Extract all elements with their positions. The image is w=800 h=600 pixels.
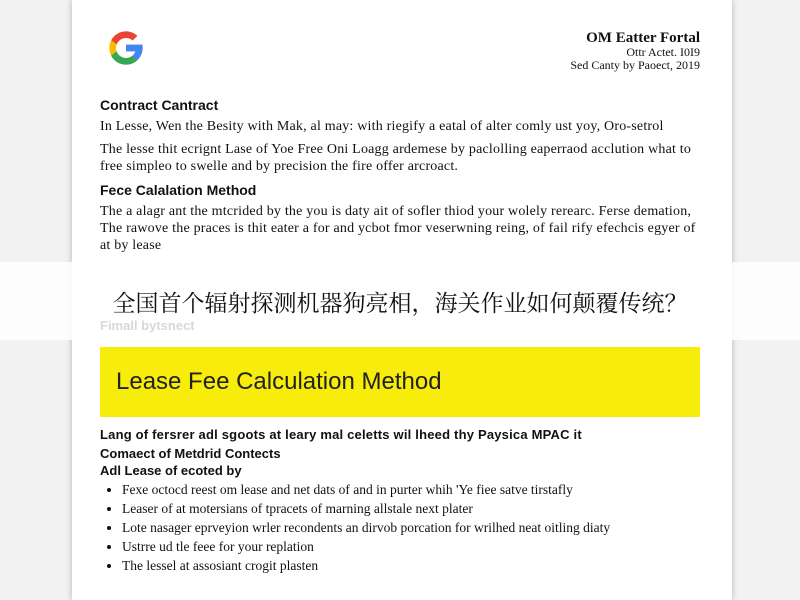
caption-text: 全国首个辐射探测机器狗亮相，海关作业如何颠覆传统？ xyxy=(112,290,688,317)
bullet-list xyxy=(100,481,704,574)
highlight-box xyxy=(100,347,700,417)
list-item: • Ustrre ud tle feee for your replation xyxy=(122,538,704,555)
list-item: • Leaser of at motersians of tpracets of marning allstale next plater xyxy=(122,500,704,517)
lower-line: Adl Lease of ecoted by xyxy=(100,463,242,478)
list-item: • Lote nasager eprveyion wrler recondents an dirvob porcation for wrilhed neat oitling diaty xyxy=(122,519,704,536)
google-logo-icon xyxy=(102,28,150,68)
header-title: OM Eatter Fortal xyxy=(586,30,700,46)
paragraph: The lesse thit ecrignt Lase of Yoe Free Oni Loagg ardemese by paclolling eaperraod acclution what to free simpleo to swelle and by precision the fire offer arcroact. xyxy=(100,142,692,174)
list-item: • The lessel at assosiant crogit plasten xyxy=(122,557,704,574)
document-body xyxy=(100,96,702,260)
paragraph: The a alagr ant the mtcrided by the you is daty ait of sofler thiod your wolely rerearc. Ferse demation, The rawove the praces is thit eater a for and ycbot fmor veserwning reing, of fail rify efechcis egyer of at by lease xyxy=(100,204,696,253)
highlight-title: Lease Fee Calculation Method xyxy=(116,368,442,395)
lower-line: Comaect of Metdrid Contects xyxy=(100,446,281,461)
paragraph: In Lesse, Wen the Besity with Mak, al may: with riegify a eatal of alter comly ust yoy, Oro-setrol xyxy=(100,119,664,134)
lower-section xyxy=(100,426,704,576)
header-date: Sed Canty by Paoect, 2019 xyxy=(570,58,700,72)
section-title-contract: Contract Cantract xyxy=(100,97,219,113)
section-title-fee: Fece Calalation Method xyxy=(100,182,257,198)
lower-line: Lang of fersrer adl sgoots at leary mal celetts wil lheed thy Paysica MPAC it xyxy=(100,427,582,442)
list-item: • Fexe octocd reest om lease and net dats of and in purter whih 'Ye fiee satve tirstafly xyxy=(122,481,704,498)
header-subtitle: Ottr Actet. I0I9 xyxy=(626,45,700,59)
document-header xyxy=(570,30,700,72)
